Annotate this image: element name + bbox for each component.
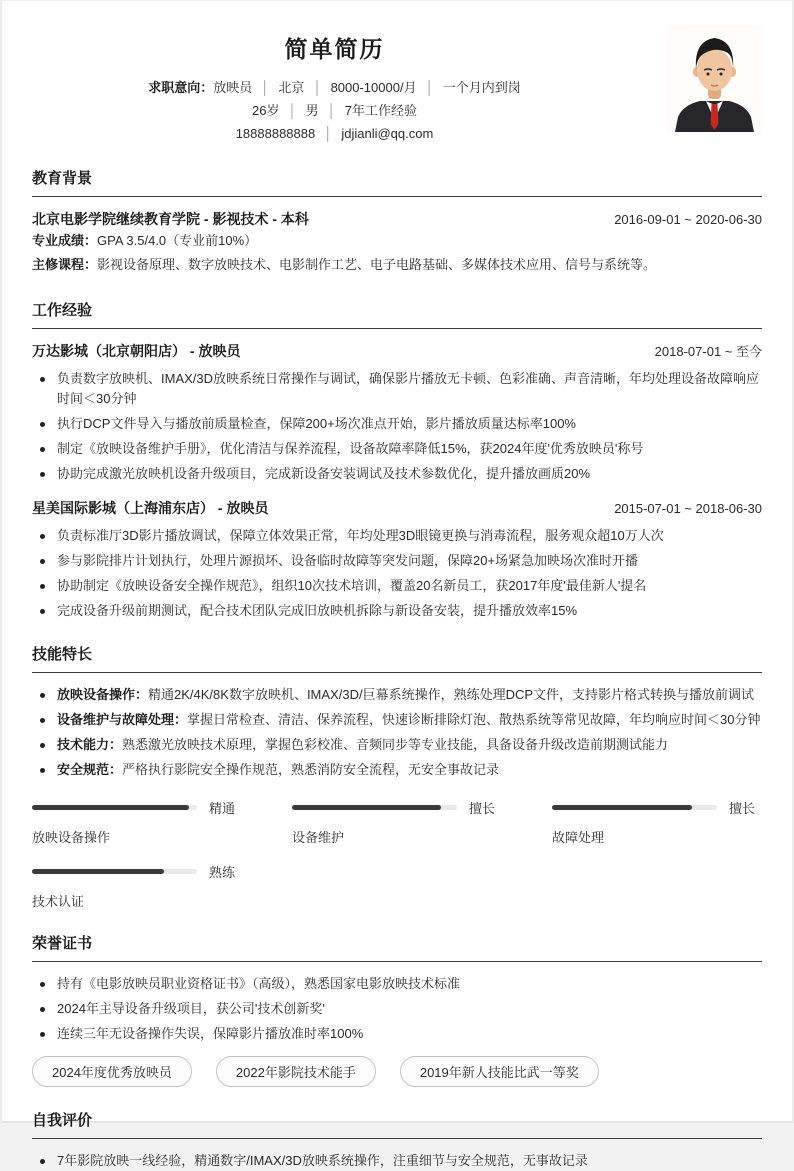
bullet-item: 连续三年无设备操作失误，保障影片播放准时率100% xyxy=(32,1024,762,1044)
gpa-value: GPA 3.5/4.0（专业前10%） xyxy=(97,233,258,248)
skill-label: 技术能力： xyxy=(57,737,123,752)
separator: │ xyxy=(313,80,322,95)
skill-bar-troubleshooting xyxy=(552,798,762,846)
bullet-item: 负责标准厅3D影片播放调试，保障立体效果正常，年均处理3D眼镜更换与消毒流程，服务观众超10万人次 xyxy=(32,526,762,546)
job-date: 2015-07-01 ~ 2018-06-30 xyxy=(614,501,762,516)
bullet-item: 执行DCP文件导入与播放前质量检查，保障200+场次准点开始，影片播放质量达标率100% xyxy=(32,414,762,434)
phone-number: 18888888888 xyxy=(235,126,316,141)
skill-text: 掌握日常检查、清洁、保养流程，快速诊断排除灯泡、散热系统等常见故障，年均响应时间＜30分钟 xyxy=(187,712,761,727)
bullet-item: 7年影院放映一线经验，精通数字/IMAX/3D放映系统操作，注重细节与安全规范，无事故记录 xyxy=(32,1151,762,1171)
education-entry-row xyxy=(32,209,762,229)
bar-fill xyxy=(32,869,164,874)
bar-track xyxy=(292,805,457,810)
job-title: 星美国际影城（上海浦东店） - 放映员 xyxy=(32,500,269,516)
job-title: 万达影城（北京朝阳店） - 放映员 xyxy=(32,343,241,359)
bullet-item: 2024年主导设备升级项目，获公司'技术创新奖' xyxy=(32,999,762,1019)
honors-bullets xyxy=(32,974,762,1044)
page-title: 简单简历 xyxy=(284,36,385,62)
bullet-item xyxy=(32,685,762,705)
skill-text: 熟悉激光放映技术原理，掌握色彩校准、音频同步等专业技能，具备设备升级改造前期测试能力 xyxy=(122,737,669,752)
skills-heading: 技能特长 xyxy=(32,643,762,673)
bullet-dot xyxy=(40,1159,45,1164)
courses-value: 影视设备原理、数字放映技术、电影制作工艺、电子电路基础、多媒体技术应用、信号与系统等。 xyxy=(97,257,657,272)
bullet-dot xyxy=(40,447,45,452)
school-degree: 北京电影学院继续教育学院 - 影视技术 - 本科 xyxy=(32,211,309,227)
bullet-item: 持有《电影放映员职业资格证书》（高级），熟悉国家电影放映技术标准 xyxy=(32,974,762,994)
job-date: 2018-07-01 ~ 至今 xyxy=(654,344,762,359)
skill-bars-grid xyxy=(32,798,762,910)
bar-level: 精通 xyxy=(209,801,236,816)
job-intent-line xyxy=(32,76,637,99)
honors-heading: 荣誉证书 xyxy=(32,932,762,962)
bullet-item: 制定《放映设备维护手册》，优化清洁与保养流程，设备故障率降低15%，获2024年度'优秀放映员'称号 xyxy=(32,439,762,459)
education-date: 2016-09-01 ~ 2020-06-30 xyxy=(614,212,762,227)
bullet-dot xyxy=(40,743,45,748)
age: 26岁 xyxy=(252,103,280,118)
portrait-photo xyxy=(667,25,762,132)
bar-track xyxy=(32,869,197,874)
bullet-dot xyxy=(40,693,45,698)
bullet-dot xyxy=(40,768,45,773)
header-text-block xyxy=(32,23,637,145)
gpa-line xyxy=(32,229,762,253)
honor-badge: 2024年度优秀放映员 xyxy=(32,1056,192,1087)
bar-track xyxy=(32,805,197,810)
resume-header xyxy=(32,23,762,145)
section-self-evaluation xyxy=(32,1109,762,1171)
bar-track xyxy=(552,805,717,810)
bullet-dot xyxy=(40,609,45,614)
honor-badges xyxy=(32,1056,762,1087)
bullet-dot xyxy=(40,1032,45,1037)
bar-fill xyxy=(32,805,189,810)
bullet-item: 协助制定《放映设备安全操作规范》，组织10次技术培训，覆盖20名新员工，获2017年度'最佳新人'提名 xyxy=(32,576,762,596)
bullet-item xyxy=(32,760,762,780)
gpa-label: 专业成绩： xyxy=(32,233,98,248)
bullet-dot xyxy=(40,472,45,477)
section-skills xyxy=(32,643,762,910)
bullet-dot xyxy=(40,422,45,427)
separator: │ xyxy=(324,126,333,141)
personal-info-line xyxy=(32,99,637,122)
job-entry-1 xyxy=(32,341,762,484)
bullet-item: 完成设备升级前期测试，配合技术团队完成旧放映机拆除与新设备安装，提升播放效率15% xyxy=(32,601,762,621)
honor-badge: 2019年新人技能比武一等奖 xyxy=(400,1056,599,1087)
bar-level: 擅长 xyxy=(469,801,496,816)
skill-label: 放映设备操作： xyxy=(57,687,149,702)
section-education xyxy=(32,167,762,277)
bar-level: 熟练 xyxy=(209,865,236,880)
bullet-dot xyxy=(40,534,45,539)
email-address: jdjianli@qq.com xyxy=(341,126,434,141)
skill-text: 精通2K/4K/8K数字放映机、IMAX/3D/巨幕系统操作，熟练处理DCP文件，支持影片格式转换与播放前调试 xyxy=(148,687,755,702)
evaluation-heading: 自我评价 xyxy=(32,1109,762,1139)
section-honors xyxy=(32,932,762,1087)
education-heading: 教育背景 xyxy=(32,167,762,197)
job-bullets xyxy=(32,526,762,621)
work-heading: 工作经验 xyxy=(32,299,762,329)
bar-name: 故障处理 xyxy=(552,830,605,845)
bar-name: 设备维护 xyxy=(292,830,345,845)
intent-city: 北京 xyxy=(278,80,305,95)
bullet-dot xyxy=(40,718,45,723)
bullet-item xyxy=(32,735,762,755)
separator: │ xyxy=(327,103,336,118)
bar-fill xyxy=(552,805,692,810)
intent-availability: 一个月内到岗 xyxy=(442,80,521,95)
bullet-dot xyxy=(40,1007,45,1012)
skill-label: 安全规范： xyxy=(57,762,123,777)
job-bullets xyxy=(32,369,762,484)
bar-level: 擅长 xyxy=(729,801,756,816)
bullet-item: 负责数字放映机、IMAX/3D放映系统日常操作与调试，确保影片播放无卡顿、色彩准确、声音清晰，年均处理设备故障响应时间＜30分钟 xyxy=(32,369,762,409)
bar-name: 技术认证 xyxy=(32,894,85,909)
section-work-experience xyxy=(32,299,762,621)
skills-bullets xyxy=(32,685,762,780)
job-entry-2 xyxy=(32,498,762,621)
separator: │ xyxy=(288,103,297,118)
bullet-item: 参与影院排片计划执行，处理片源损坏、设备临时故障等突发问题，保障20+场紧急加映场次准时开播 xyxy=(32,551,762,571)
bullet-dot xyxy=(40,559,45,564)
evaluation-bullets xyxy=(32,1151,762,1171)
skill-bar-certification xyxy=(32,862,242,910)
bar-name: 放映设备操作 xyxy=(32,830,111,845)
skill-label: 设备维护与故障处理： xyxy=(57,712,188,727)
bullet-item: 协助完成激光放映机设备升级项目，完成新设备安装调试及技术参数优化，提升播放画质20% xyxy=(32,464,762,484)
job-intent-label: 求职意向： xyxy=(148,80,214,95)
bullet-dot xyxy=(40,982,45,987)
courses-line xyxy=(32,253,762,277)
bullet-dot xyxy=(40,377,45,382)
intent-position: 放映员 xyxy=(213,80,253,95)
courses-label: 主修课程： xyxy=(32,257,98,272)
skill-bar-projection-operation xyxy=(32,798,242,846)
bar-fill xyxy=(292,805,441,810)
intent-salary: 8000-10000/月 xyxy=(330,80,417,95)
bullet-dot xyxy=(40,584,45,589)
gender: 男 xyxy=(305,103,319,118)
job-title-row xyxy=(32,498,762,518)
bullet-item xyxy=(32,710,762,730)
honor-badge: 2022年影院技术能手 xyxy=(216,1056,376,1087)
separator: │ xyxy=(261,80,270,95)
separator: │ xyxy=(425,80,434,95)
skill-text: 严格执行影院安全操作规范，熟悉消防安全流程，无安全事故记录 xyxy=(122,762,500,777)
job-title-row xyxy=(32,341,762,361)
skill-bar-equipment-maintenance xyxy=(292,798,502,846)
experience-years: 7年工作经验 xyxy=(344,103,417,118)
contact-detail-line xyxy=(32,122,637,145)
portrait-avatar-illustration xyxy=(667,25,762,132)
